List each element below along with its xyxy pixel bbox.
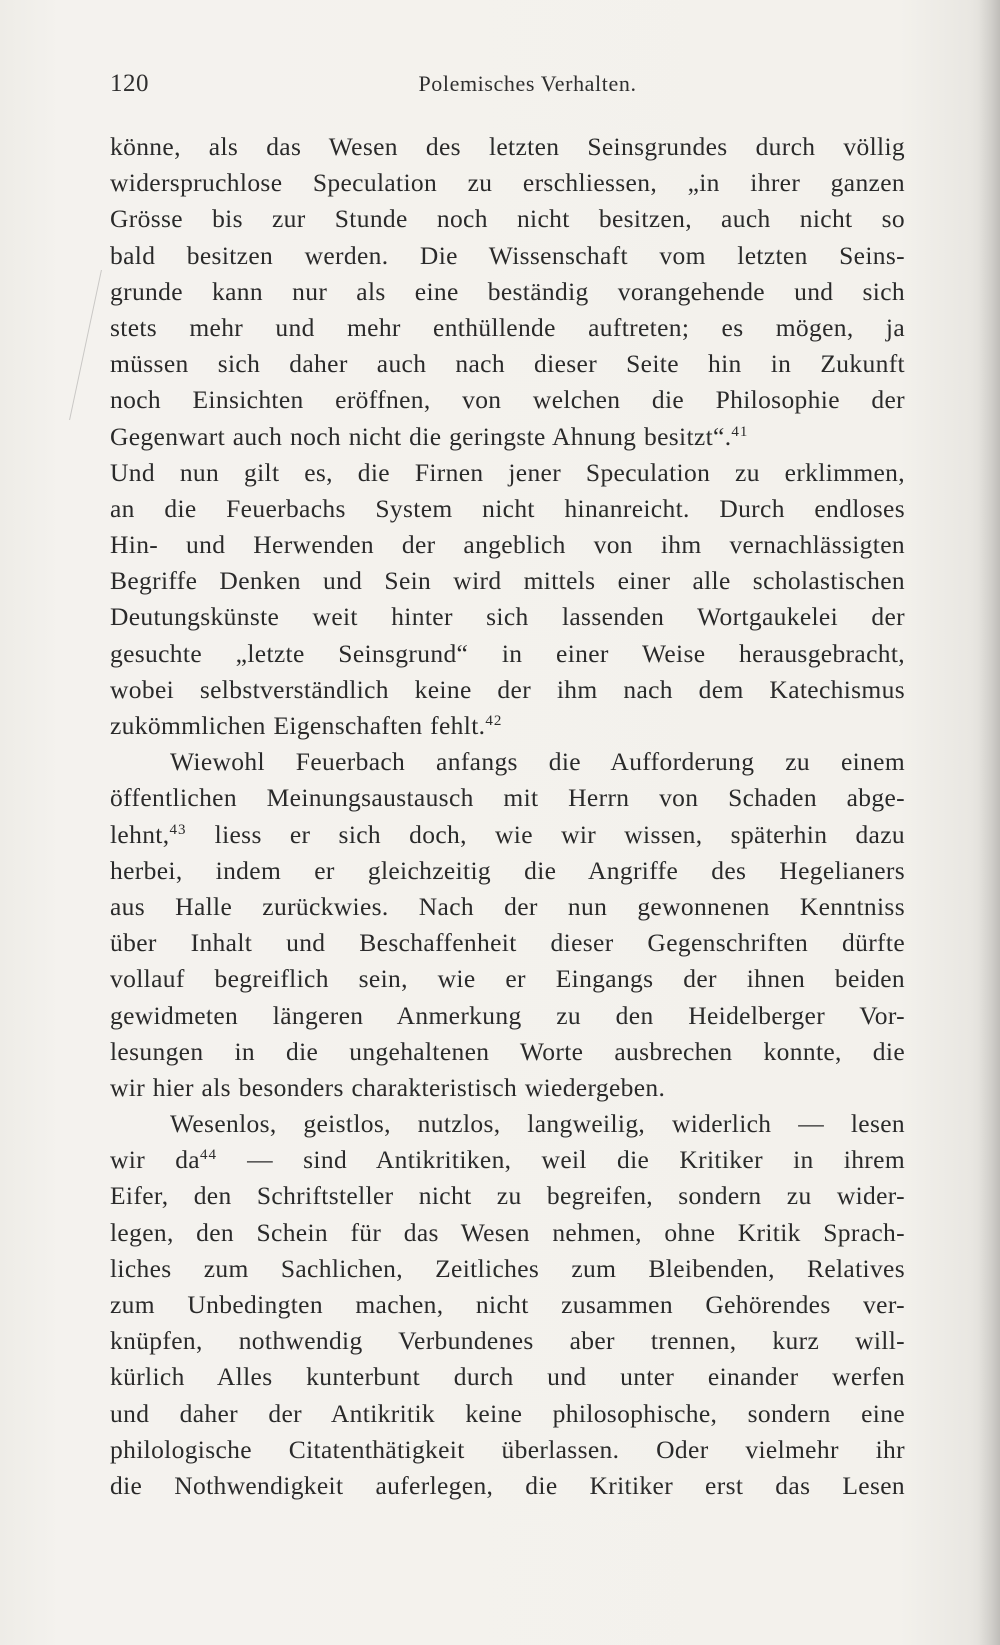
text-line <box>110 1215 905 1251</box>
line-text: lesungen in die ungehaltenen Worte ausbrechen konnte, die <box>110 1036 905 1066</box>
text-line <box>110 599 905 635</box>
line-text: legen, den Schein für das Wesen nehmen, ohne Kritik Sprach- <box>110 1217 905 1247</box>
line-text: herbei, indem er gleichzeitig die Angriffe des Hegelianers <box>110 855 905 885</box>
text-line <box>110 455 905 491</box>
line-text: stets mehr und mehr enthüllende auftreten; es mögen, ja <box>110 312 905 342</box>
text-line <box>110 1142 905 1178</box>
line-text: noch Einsichten eröffnen, von welchen die Philosophie der <box>110 385 905 415</box>
text-line <box>110 201 905 237</box>
text-line <box>110 165 905 201</box>
footnote-ref: 42 <box>485 713 503 729</box>
text-line <box>110 889 905 925</box>
page-number: 120 <box>110 70 149 97</box>
line-text: lehnt, <box>110 819 170 849</box>
line-text: Hin- und Herwenden der angeblich von ihm vernachlässigten <box>110 530 905 560</box>
text-line <box>110 780 905 816</box>
line-text: Deutungskünste weit hinter sich lassenden Wortgaukelei der <box>110 602 905 632</box>
text-line <box>110 1178 905 1214</box>
text-line <box>110 1034 905 1070</box>
line-text: zukömmlichen Eigenschaften fehlt. <box>110 711 486 740</box>
line-text: liches zum Sachlichen, Zeitliches zum Bleibenden, Relatives <box>110 1253 905 1283</box>
text-line <box>110 817 905 853</box>
text-line <box>110 491 905 527</box>
text-line <box>110 925 905 961</box>
line-text: philologische Citatenthätigkeit überlassen. Oder vielmehr ihr <box>110 1434 905 1464</box>
line-text: kürlich Alles kunterbunt durch und unter einander werfen <box>110 1362 905 1392</box>
line-text: über Inhalt und Beschaffenheit dieser Gegenschriften dürfte <box>110 928 905 958</box>
text-line <box>110 382 905 418</box>
line-text: vollauf begreiflich sein, wie er Eingangs der ihnen beiden <box>110 964 905 994</box>
line-text: knüpfen, nothwendig Verbundenes aber trennen, kurz will- <box>110 1326 905 1356</box>
line-text: die Nothwendigkeit auferlegen, die Kritiker erst das Lesen <box>110 1470 905 1500</box>
line-text: könne, als das Wesen des letzten Seinsgrundes durch völlig <box>110 132 905 161</box>
line-text: Begriffe Denken und Sein wird mittels einer alle scholastischen <box>110 566 905 596</box>
text-line <box>110 1251 905 1287</box>
running-head: Polemisches Verhalten. <box>418 71 637 96</box>
line-text: müssen sich daher auch nach dieser Seite hin in Zukunft <box>110 349 905 379</box>
text-line <box>110 563 905 599</box>
page-header <box>110 64 905 104</box>
text-line <box>110 961 905 997</box>
line-text: Eifer, den Schriftsteller nicht zu begreifen, sondern zu wider- <box>110 1181 905 1211</box>
line-text: wir da <box>110 1145 200 1175</box>
text-line <box>110 998 905 1034</box>
page-edge-shadow <box>978 0 1000 1645</box>
text-line <box>110 744 905 780</box>
line-text: und daher der Antikritik keine philosophische, sondern eine <box>110 1398 905 1428</box>
line-text: widerspruchlose Speculation zu erschliessen, „in ihrer ganzen <box>110 168 905 198</box>
text-line <box>110 310 905 346</box>
line-text: bald besitzen werden. Die Wissenschaft vom letzten Seins- <box>110 240 905 270</box>
line-text: Wesenlos, geistlos, nutzlos, langweilig, widerlich — lesen <box>170 1109 905 1139</box>
text-line <box>110 527 905 563</box>
footnote-ref: 44 <box>199 1147 217 1164</box>
line-text-continued: liess er sich doch, wie wir wissen, späterhin dazu <box>186 819 905 849</box>
line-text: an die Feuerbachs System nicht hinanreicht. Durch endloses <box>110 493 905 523</box>
line-text: gewidmeten längeren Anmerkung zu den Heidelberger Vor- <box>110 1000 905 1030</box>
text-line <box>110 1287 905 1323</box>
text-line <box>110 1396 905 1432</box>
text-line <box>110 1468 905 1504</box>
line-text-continued: — sind Antikritiken, weil die Kritiker in ihrem <box>216 1145 905 1175</box>
text-line <box>110 419 905 455</box>
line-text: wir hier als besonders charakteristisch wiedergeben. <box>110 1072 666 1102</box>
text-line <box>110 1359 905 1395</box>
line-text: Und nun gilt es, die Firnen jener Speculation zu erklimmen, <box>110 457 905 487</box>
footnote-ref: 43 <box>169 821 187 838</box>
line-text: öffentlichen Meinungsaustausch mit Herrn von Schaden abge- <box>110 783 905 813</box>
line-text: gesuchte „letzte Seinsgrund“ in einer Weise herausgebracht, <box>110 638 905 668</box>
text-line <box>110 1070 905 1106</box>
line-text: aus Halle zurückwies. Nach der nun gewonnenen Kenntniss <box>110 891 905 921</box>
line-text: Grösse bis zur Stunde noch nicht besitzen, auch nicht so <box>110 204 905 234</box>
text-line <box>110 274 905 310</box>
text-line <box>110 1323 905 1359</box>
footnote-ref: 41 <box>731 423 749 440</box>
text-line <box>110 708 905 744</box>
line-text: zum Unbedingten machen, nicht zusammen Gehörendes ver- <box>110 1290 905 1319</box>
line-text: grunde kann nur als eine beständig vorangehende und sich <box>110 276 905 306</box>
text-line <box>110 853 905 889</box>
body-text <box>110 129 905 1504</box>
text-line <box>110 238 905 274</box>
text-line <box>110 636 905 672</box>
text-line <box>110 1106 905 1142</box>
line-text: Wiewohl Feuerbach anfangs die Aufforderung zu einem <box>170 747 905 777</box>
text-line <box>110 346 905 382</box>
line-text: Gegenwart auch noch nicht die geringste Ahnung besitzt“. <box>110 421 732 451</box>
text-line <box>110 129 905 165</box>
text-line <box>110 1432 905 1468</box>
line-text: wobei selbstverständlich keine der ihm nach dem Katechismus <box>110 674 905 704</box>
text-line <box>110 672 905 708</box>
